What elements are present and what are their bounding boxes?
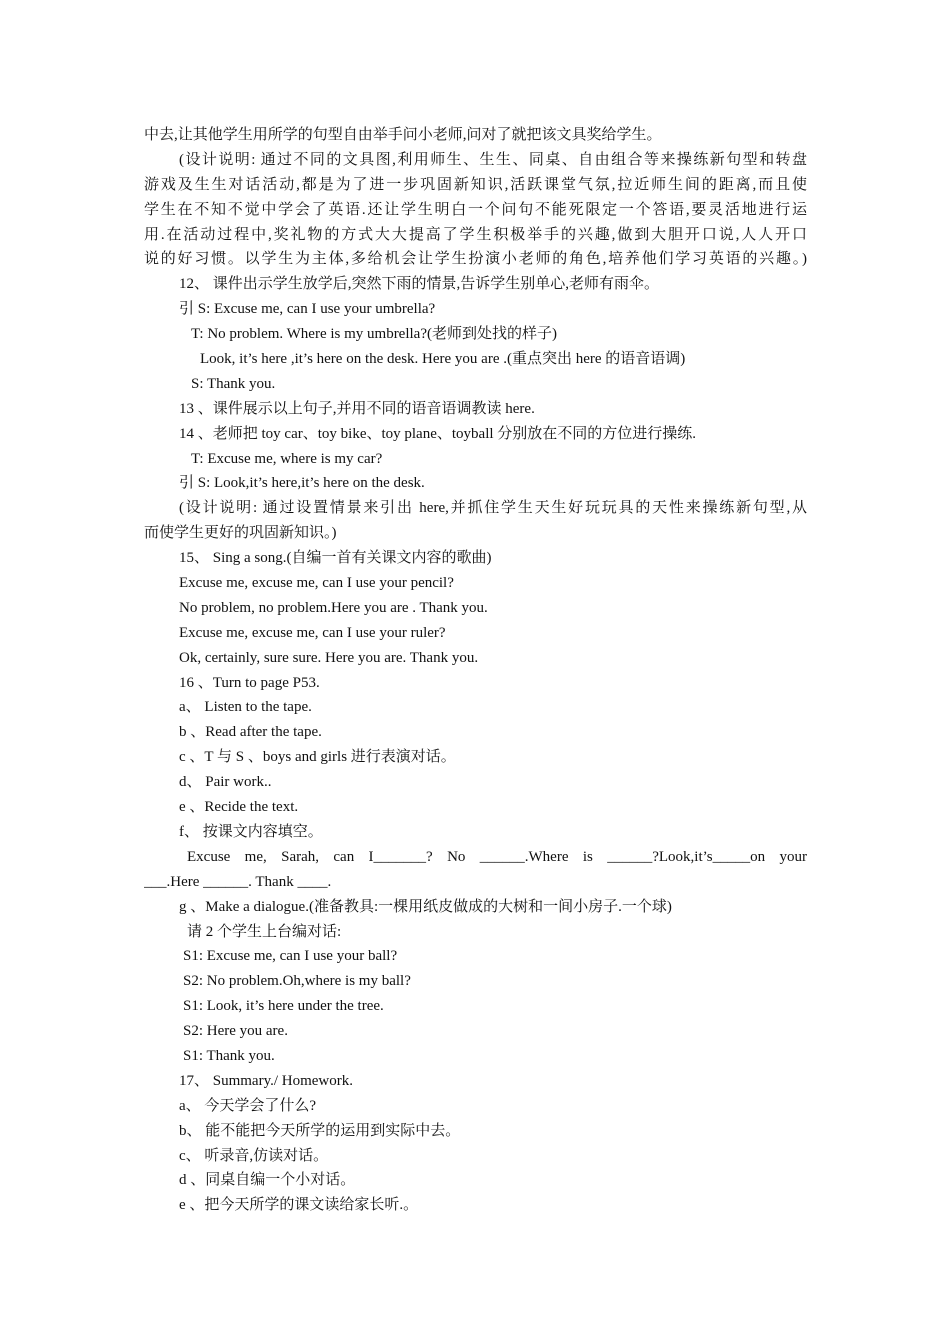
text-line: 15、 Sing a song.(自编一首有关课文内容的歌曲)	[179, 550, 492, 567]
text-line: S1: Excuse me, can I use your ball?	[183, 948, 398, 965]
text-line: T: No problem. Where is my umbrella?(老师到处找的样子)	[191, 326, 557, 343]
text-line: 用.在活动过程中,奖礼物的方式大大提高了学生积极举手的兴趣,做到大胆开口说,人人开口	[144, 226, 807, 243]
document-page	[144, 123, 807, 1218]
text-line: 而使学生更好的巩固新知识。)	[144, 525, 337, 542]
text-line: 14 、老师把 toy car、toy bike、toy plane、toyball 分别放在不同的方位进行操练.	[179, 425, 697, 442]
text-line: 学生在不知不觉中学会了英语.还让学生明白一个问句不能死限定一个答语,要灵活地进行运	[144, 201, 807, 218]
text-line: S: Thank you.	[191, 375, 276, 392]
text-line: Ok, certainly, sure sure. Here you are. Thank you.	[179, 649, 479, 666]
text-line: No problem, no problem.Here you are . Thank you.	[179, 599, 488, 616]
text-line: ___.Here ______. Thank ____.	[144, 873, 332, 890]
text-line: c、 听录音,仿读对话。	[179, 1147, 329, 1164]
text-line: f、 按课文内容填空。	[179, 823, 323, 840]
text-line: 13 、课件展示以上句子,并用不同的语音语调教读 here.	[179, 400, 535, 417]
text-line: (设计说明: 通过不同的文具图,利用师生、生生、同桌、自由组合等来操练新句型和转盘	[179, 151, 807, 168]
text-line: e 、把今天所学的课文读给家长听.。	[179, 1197, 419, 1214]
text-line: S2: Here you are.	[183, 1023, 288, 1040]
text-line: 引 S: Look,it’s here,it’s here on the desk.	[179, 475, 425, 492]
text-line: 12、 课件出示学生放学后,突然下雨的情景,告诉学生别单心,老师有雨伞。	[179, 276, 660, 293]
text-line: a、 今天学会了什么?	[179, 1097, 317, 1114]
text-line: c 、T 与 S 、boys and girls 进行表演对话。	[179, 749, 456, 766]
text-line: 请 2 个学生上台编对话:	[187, 923, 342, 940]
text-line: 游戏及生生对话活动,都是为了进一步巩固新知识,活跃课堂气氛,拉近师生间的距离,而且使	[144, 176, 807, 193]
text-line: 中去,让其他学生用所学的句型自由举手问小老师,问对了就把该文具奖给学生。	[144, 127, 662, 143]
text-line: Excuse me, Sarah, can I_______? No ______.Where is ______?Look,it’s_____on your	[187, 848, 807, 865]
text-line: d 、同桌自编一个小对话。	[179, 1172, 356, 1189]
text-line: e 、Recide the text.	[179, 799, 299, 816]
text-line: g 、Make a dialogue.(准备教具:一棵用纸皮做成的大树和一间小房子.一个球)	[179, 898, 672, 915]
text-line: (设计说明: 通过设置情景来引出 here,并抓住学生天生好玩玩具的天性来操练新句型,从	[179, 500, 807, 517]
text-line: S2: No problem.Oh,where is my ball?	[183, 973, 411, 990]
text-line: d、 Pair work..	[179, 774, 272, 791]
text-line: 说的好习惯。以学生为主体,多给机会让学生扮演小老师的角色,培养他们学习英语的兴趣。)	[144, 251, 807, 268]
text-line: b 、Read after the tape.	[179, 724, 322, 741]
text-line: Excuse me, excuse me, can I use your ruler?	[179, 624, 446, 641]
text-line: b、 能不能把今天所学的运用到实际中去。	[179, 1122, 461, 1139]
text-line: a、 Listen to the tape.	[179, 699, 312, 716]
text-line: 引 S: Excuse me, can I use your umbrella?	[179, 301, 436, 318]
text-line: Look, it’s here ,it’s here on the desk. Here you are .(重点突出 here 的语音语调)	[200, 351, 686, 368]
text-line: 17、 Summary./ Homework.	[179, 1072, 354, 1089]
text-line: S1: Thank you.	[183, 1047, 275, 1064]
text-line: S1: Look, it’s here under the tree.	[183, 998, 384, 1015]
text-line: 16 、Turn to page P53.	[179, 674, 320, 691]
text-line: T: Excuse me, where is my car?	[191, 450, 383, 467]
text-line: Excuse me, excuse me, can I use your pencil?	[179, 575, 454, 592]
